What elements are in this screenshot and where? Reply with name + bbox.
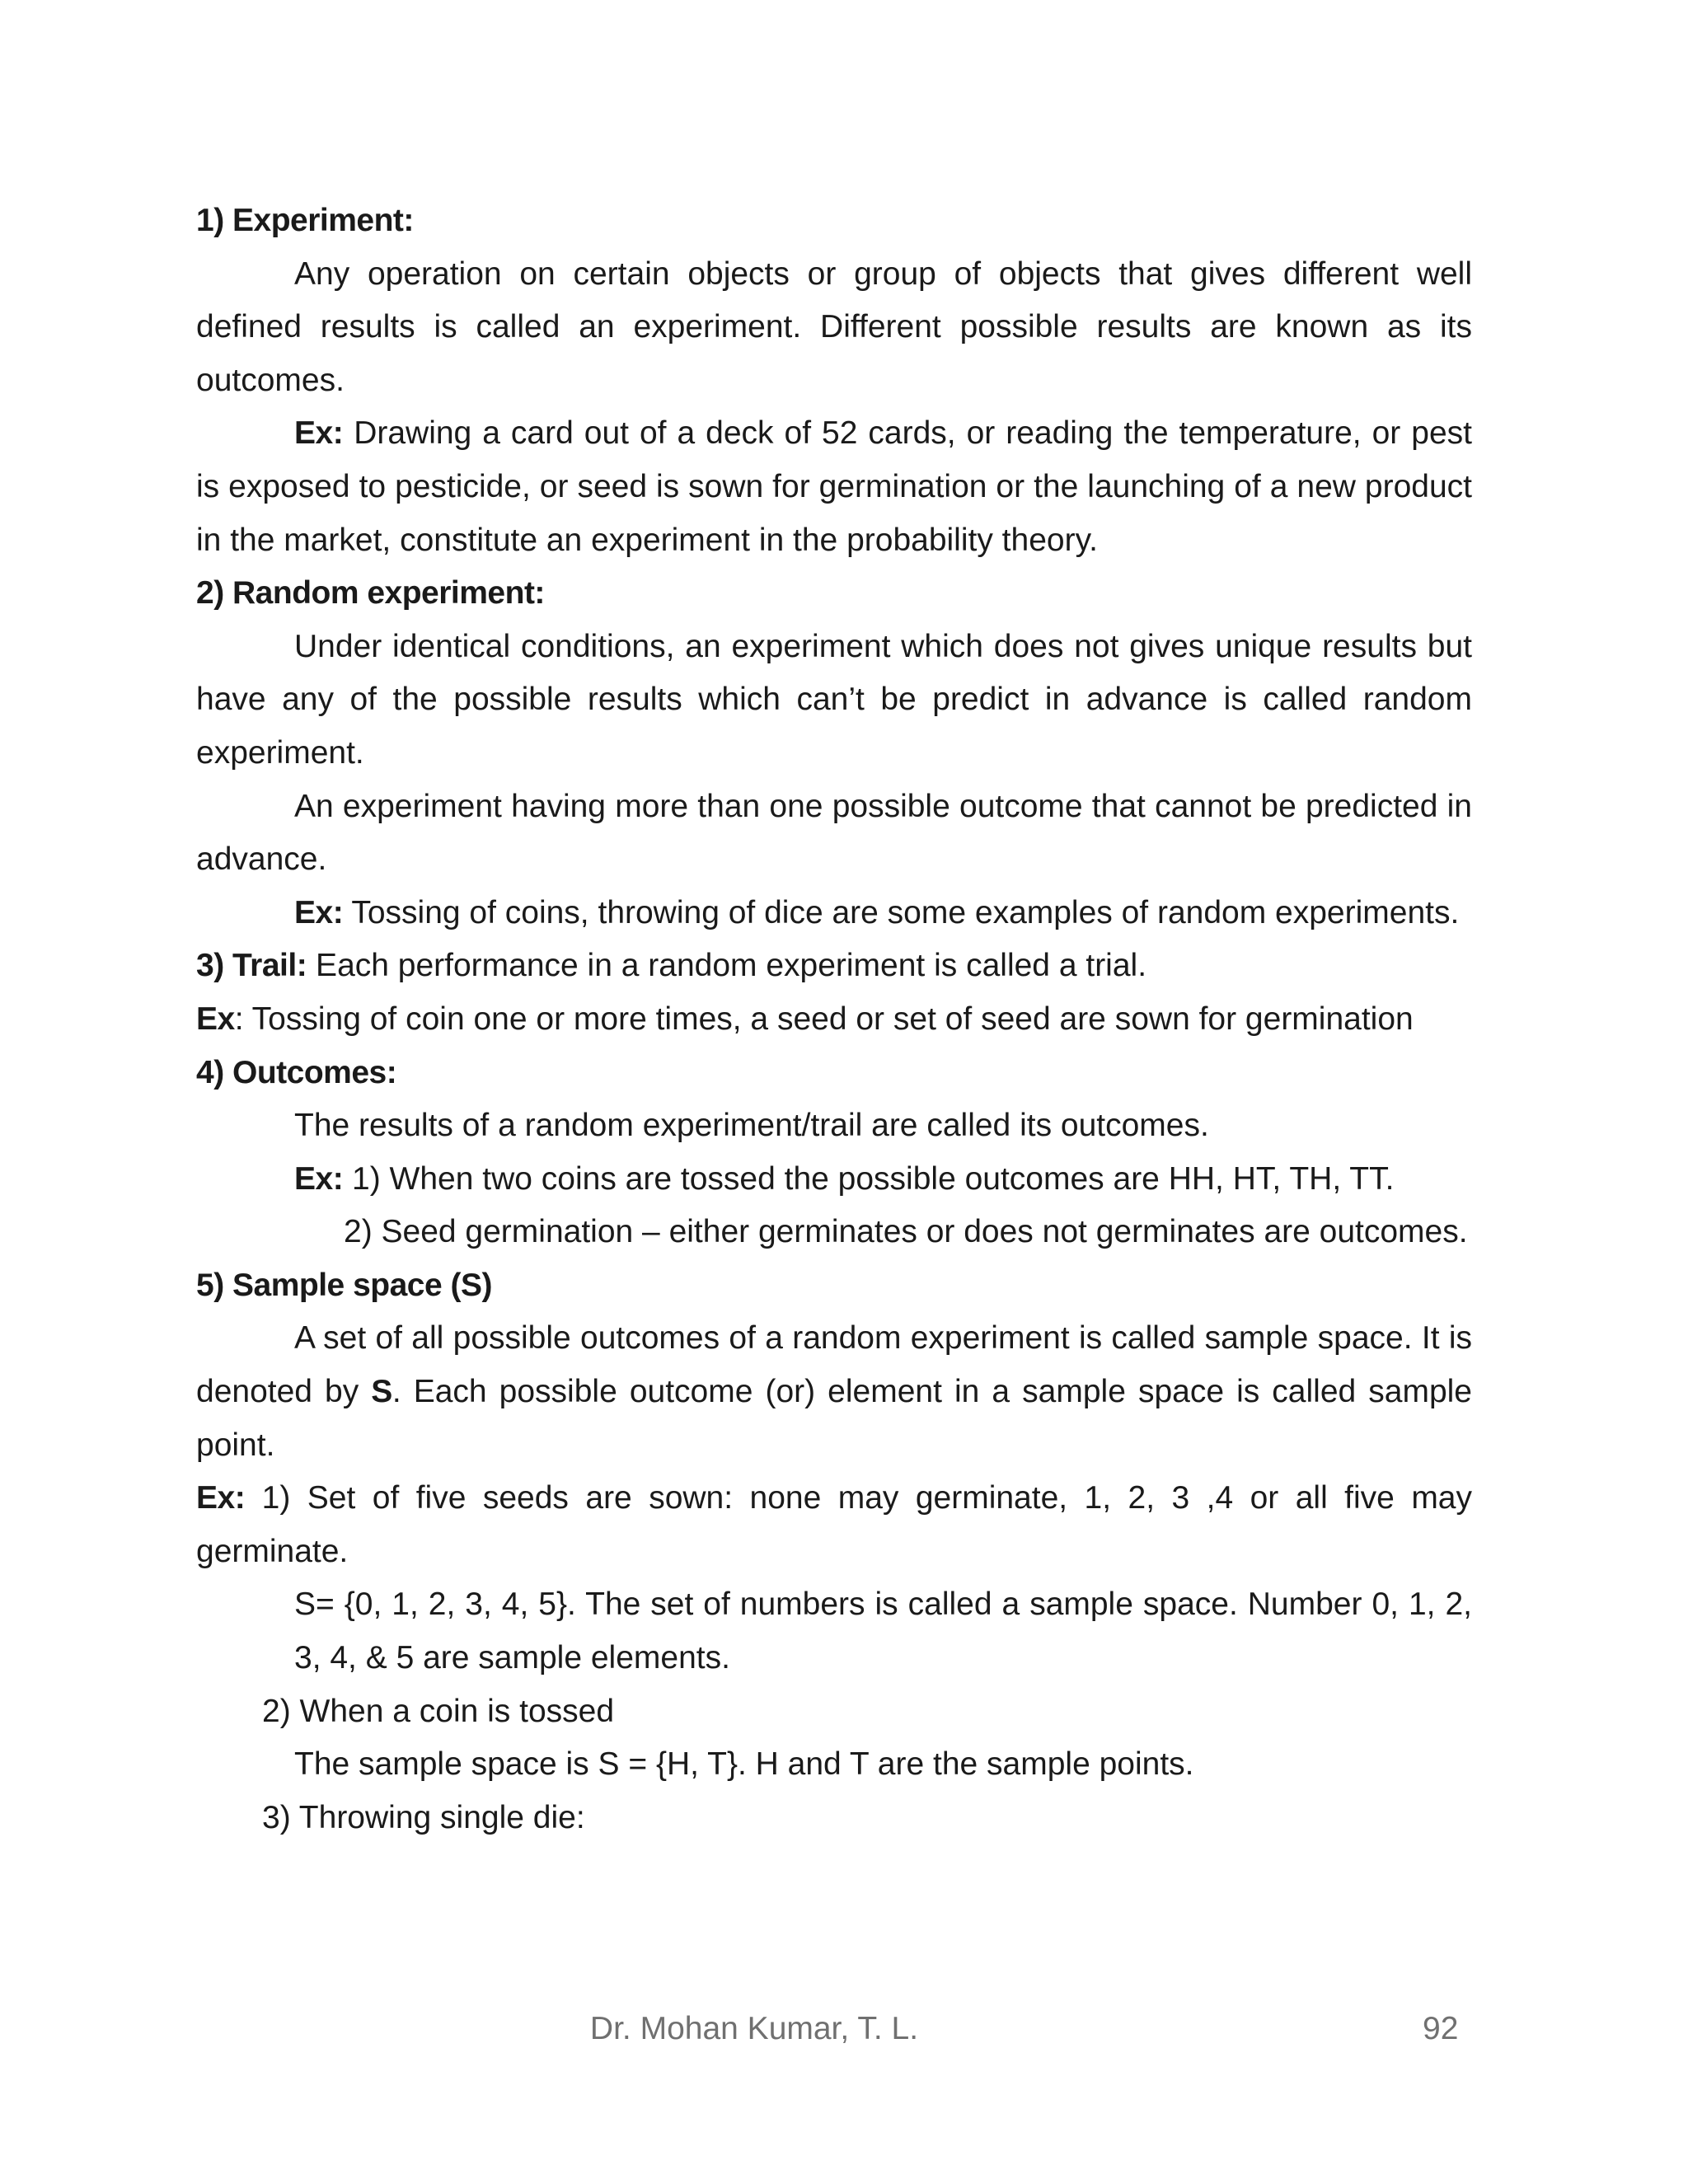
heading-sample-space: 5) Sample space (S) — [196, 1267, 492, 1303]
example-text: Drawing a card out of a deck of 52 cards, or reading the temperature, or pest is exposed to pesticide, or seed is sown for germination or the launching of a new product in the market, constitute an experiment in the probability theory. — [196, 415, 1472, 558]
sample-space-example-2: 2) When a coin is tossed — [262, 1693, 615, 1729]
example-text: : Tossing of coin one or more times, a seed or set of seed are sown for germination — [234, 1001, 1414, 1037]
example-text: 1) When two coins are tossed the possible outcomes are HH, HT, TH, TT. — [343, 1160, 1395, 1197]
sample-space-example-2-set: The sample space is S = {H, T}. H and T are the sample points. — [294, 1746, 1194, 1783]
sample-space-example-1-set: S= {0, 1, 2, 3, 4, 5}. The set of numbers is called a sample space. Number 0, 1, 2, 3, 4, & 5 are sample elements. — [294, 1586, 1472, 1676]
random-experiment-example — [196, 887, 1472, 940]
random-experiment-alt-definition: An experiment having more than one possible outcome that cannot be predicted in advance. — [196, 788, 1472, 878]
example-label: Ex: — [294, 415, 344, 452]
trail-text: Each performance in a random experiment is called a trial. — [307, 948, 1147, 984]
example-text: Tossing of coins, throwing of dice are some examples of random experiments. — [343, 894, 1460, 930]
page-number: 92 — [1423, 2011, 1459, 2046]
definition-text: A set of all possible outcomes of a random experiment is called sample space. It is denoted by — [196, 1320, 1472, 1410]
example-label: Ex: — [294, 1160, 344, 1197]
example-label: Ex: — [196, 1480, 246, 1516]
outcomes-example-1 — [196, 1153, 1472, 1207]
experiment-example — [196, 407, 1472, 567]
page-content — [196, 194, 1472, 1844]
trail-definition — [196, 940, 1472, 993]
sample-space-symbol: S — [371, 1374, 392, 1410]
heading-experiment: 1) Experiment: — [196, 203, 414, 238]
heading-trail: 3) Trail: — [196, 948, 307, 984]
definition-text: . Each possible outcome (or) element in a sample space is called sample point. — [196, 1374, 1472, 1463]
heading-random-experiment: 2) Random experiment: — [196, 575, 545, 612]
outcomes-definition: The results of a random experiment/trail are called its outcomes. — [294, 1108, 1209, 1144]
sample-space-example-1 — [196, 1472, 1472, 1578]
outcomes-example-2: 2) Seed germination – either germinates or does not germinates are outcomes. — [344, 1214, 1468, 1250]
example-label: Ex: — [294, 894, 344, 930]
sample-space-example-3: 3) Throwing single die: — [262, 1799, 585, 1835]
sample-space-definition — [196, 1312, 1472, 1472]
trail-example — [196, 993, 1472, 1047]
example-label: Ex — [196, 1001, 235, 1037]
footer-author: Dr. Mohan Kumar, T. L. — [589, 2011, 919, 2046]
example-text: 1) Set of five seeds are sown: none may germinate, 1, 2, 3 ,4 or all five may germinate. — [196, 1480, 1472, 1569]
experiment-definition: Any operation on certain objects or group of objects that gives different well defined results is called an experiment. Different possible results are known as its outcomes. — [196, 255, 1472, 398]
heading-outcomes: 4) Outcomes: — [196, 1054, 397, 1090]
random-experiment-definition: Under identical conditions, an experiment which does not gives unique results but have any of the possible results which can’t be predict in advance is called random experiment. — [196, 628, 1472, 771]
